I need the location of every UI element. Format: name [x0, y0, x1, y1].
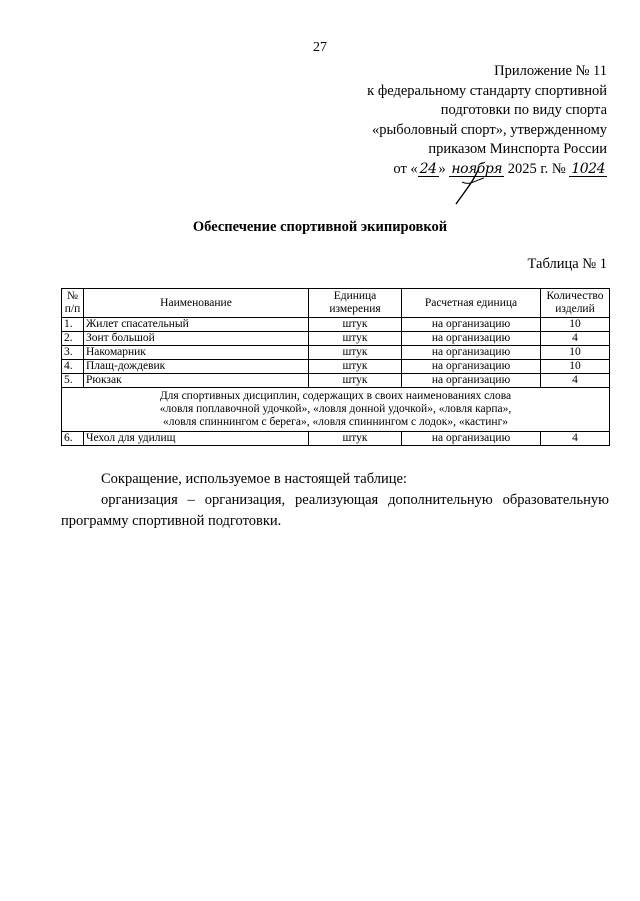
appendix-line-4: «рыболовный спорт», утвержденному — [371, 121, 607, 138]
equipment-table — [61, 288, 610, 446]
date-mid: » — [438, 160, 446, 177]
row-name: Плащ-дождевик — [84, 360, 309, 374]
year-text: 2025 г. № — [507, 160, 566, 177]
appendix-line-5: приказом Минспорта России — [428, 141, 607, 157]
row-calc: на организацию — [402, 332, 541, 346]
page-number: 27 — [313, 40, 327, 55]
discipline-group-note — [62, 388, 610, 432]
row-calc: на организацию — [402, 374, 541, 388]
row-name: Жилет спасательный — [84, 318, 309, 332]
row-num: 2. — [62, 332, 84, 346]
handwritten-order-number: 1024 — [571, 160, 605, 177]
row-qty: 10 — [541, 318, 610, 332]
header-name: Наименование — [84, 289, 309, 318]
row-num: 4. — [62, 360, 84, 374]
table-row — [62, 360, 610, 374]
row-num: 6. — [62, 432, 84, 446]
row-unit: штук — [309, 332, 402, 346]
row-qty: 10 — [541, 360, 610, 374]
header-num: № п/п — [62, 289, 84, 318]
table-row — [62, 374, 610, 388]
row-name: Зонт большой — [84, 332, 309, 346]
signature-flourish — [448, 168, 488, 208]
appendix-line-2: к федеральному стандарту спортивной — [367, 82, 607, 99]
table-header-row — [62, 289, 610, 318]
header-calc: Расчетная единица — [402, 289, 541, 318]
row-unit: штук — [309, 360, 402, 374]
group-note-line-3: «ловля спиннингом с берега», «ловля спиннингом с лодок», «кастинг» — [162, 416, 509, 428]
table-row — [62, 318, 610, 332]
row-calc: на организацию — [402, 346, 541, 360]
row-unit: штук — [309, 432, 402, 446]
appendix-header — [307, 62, 607, 179]
row-name: Рюкзак — [84, 374, 309, 388]
document-title: Обеспечение спортивной экипировкой — [192, 219, 448, 235]
header-unit: Единица измерения — [309, 289, 402, 318]
row-calc: на организацию — [402, 432, 541, 446]
row-name: Чехол для удилищ — [84, 432, 309, 446]
abbreviation-definition: организация – организация, реализующая дополнительную образовательную программу спортивной подготовки. — [61, 492, 609, 529]
table-label: Таблица № 1 — [527, 256, 607, 272]
table-row — [62, 346, 610, 360]
row-qty: 10 — [541, 346, 610, 360]
row-qty: 4 — [541, 432, 610, 446]
date-prefix: от « — [393, 160, 418, 177]
row-qty: 4 — [541, 332, 610, 346]
row-unit: штук — [309, 374, 402, 388]
row-name: Накомарник — [84, 346, 309, 360]
table-row — [62, 332, 610, 346]
appendix-line-3: подготовки по виду спорта — [440, 102, 607, 118]
group-note-line-1: Для спортивных дисциплин, содержащих в своих наименованиях слова — [159, 390, 512, 402]
row-unit: штук — [309, 346, 402, 360]
header-qty: Количество изделий — [541, 289, 610, 318]
row-unit: штук — [309, 318, 402, 332]
table-row — [62, 432, 610, 446]
abbreviation-heading: Сокращение, используемое в настоящей таблице: — [101, 471, 407, 487]
table-group-row — [62, 388, 610, 432]
handwritten-month: ноября — [451, 160, 503, 177]
appendix-line-1: Приложение № 11 — [494, 63, 607, 79]
row-num: 3. — [62, 346, 84, 360]
row-calc: на организацию — [402, 360, 541, 374]
row-num: 1. — [62, 318, 84, 332]
row-num: 5. — [62, 374, 84, 388]
row-qty: 4 — [541, 374, 610, 388]
handwritten-day: 24 — [419, 160, 437, 177]
row-calc: на организацию — [402, 318, 541, 332]
group-note-line-2: «ловля поплавочной удочкой», «ловля донной удочкой», «ловля карпа», — [159, 403, 512, 415]
